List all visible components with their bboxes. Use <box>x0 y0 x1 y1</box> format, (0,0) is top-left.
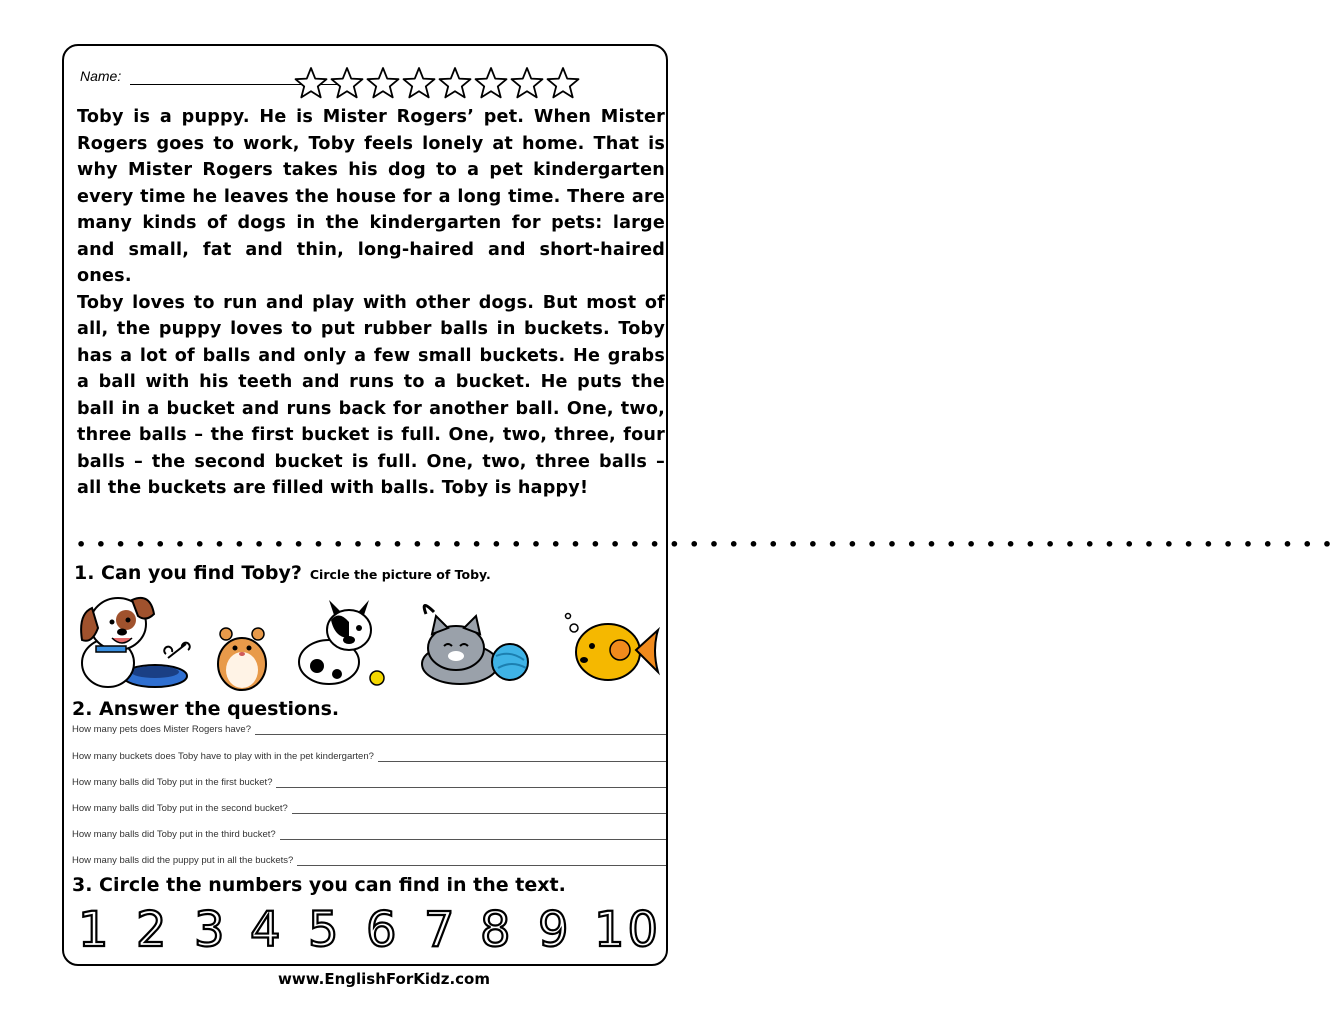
number-4[interactable]: 4 <box>250 902 281 958</box>
star-icon[interactable] <box>294 66 328 100</box>
star-icon[interactable] <box>366 66 400 100</box>
story-paragraph-2: Toby loves to run and play with other dogs. But most of all, the puppy loves to put rubber balls in buckets. Toby has a lot of balls and only a few small buckets. He grabs a ball with his teeth and runs to a bucket. He puts the ball in a bucket and runs back for another ball. One, two, three balls – the first bucket is full. One, two, three, four balls – the second bucket is full. One, two, three balls – all the buckets are filled with balls. Toby is happy! <box>77 292 665 498</box>
task-1-title: 1. Can you find Toby? <box>74 562 302 584</box>
french-bulldog-with-ball-icon[interactable] <box>295 594 390 694</box>
question-row <box>72 777 666 788</box>
hamster-icon[interactable] <box>212 618 272 693</box>
question-row <box>72 803 666 814</box>
dotted-divider: •••••••••••••••••••••••••••••••••••••••••••••••••••••••••••••••• <box>76 535 1342 554</box>
story-paragraph-1: Toby is a puppy. He is Mister Rogers’ pet. When Mister Rogers goes to work, Toby feels lonely at home. That is why Mister Rogers takes his dog to a pet kindergarten every time he leaves the house for a long time. There are many kinds of dogs in the kindergarten for pets: large and small, fat and thin, long-haired and short-haired ones. <box>77 107 665 286</box>
star-icon[interactable] <box>474 66 508 100</box>
question-text: How many balls did Toby put in the first bucket? <box>72 777 273 788</box>
name-row <box>78 66 668 100</box>
number-8[interactable]: 8 <box>480 902 511 958</box>
number-10[interactable]: 10 <box>594 902 658 958</box>
puppy-with-bowl-icon[interactable] <box>70 588 195 693</box>
star-icon[interactable] <box>438 66 472 100</box>
number-6[interactable]: 6 <box>366 902 397 958</box>
question-text: How many balls did Toby put in the third bucket? <box>72 829 276 840</box>
answer-line[interactable] <box>378 753 666 762</box>
goldfish-icon[interactable] <box>562 606 662 688</box>
question-row <box>72 751 666 762</box>
star-icon[interactable] <box>330 66 364 100</box>
number-row <box>74 898 662 958</box>
story-text <box>77 104 665 502</box>
number-1[interactable]: 1 <box>78 902 109 958</box>
answer-line[interactable] <box>297 857 666 866</box>
picture-row <box>70 588 670 693</box>
star-icon[interactable] <box>402 66 436 100</box>
answer-line[interactable] <box>292 805 666 814</box>
answer-line[interactable] <box>280 831 666 840</box>
task-2-title: 2. Answer the questions. <box>72 698 340 720</box>
star-icon[interactable] <box>510 66 544 100</box>
star-icon[interactable] <box>546 66 580 100</box>
number-9[interactable]: 9 <box>538 902 569 958</box>
number-7[interactable]: 7 <box>424 902 455 958</box>
question-row <box>72 724 666 735</box>
rating-stars <box>294 66 580 100</box>
task-1-instruction: Circle the picture of Toby. <box>309 567 491 582</box>
task-1-heading <box>74 562 491 584</box>
question-text: How many pets does Mister Rogers have? <box>72 724 251 735</box>
footer-url: www.EnglishForKidz.com <box>278 970 490 988</box>
number-5[interactable]: 5 <box>308 902 339 958</box>
question-text: How many balls did Toby put in the second bucket? <box>72 803 288 814</box>
answer-line[interactable] <box>276 779 666 788</box>
number-3[interactable]: 3 <box>194 902 225 958</box>
number-2[interactable]: 2 <box>136 902 167 958</box>
task-3-title: 3. Circle the numbers you can find in the text. <box>72 874 566 896</box>
answer-line[interactable] <box>255 726 666 735</box>
name-label: Name: <box>80 68 122 84</box>
cat-with-yarn-icon[interactable] <box>410 594 535 689</box>
question-text: How many buckets does Toby have to play with in the pet kindergarten? <box>72 751 374 762</box>
question-text: How many balls did the puppy put in all the buckets? <box>72 855 294 866</box>
question-row <box>72 855 666 866</box>
question-row <box>72 829 666 840</box>
